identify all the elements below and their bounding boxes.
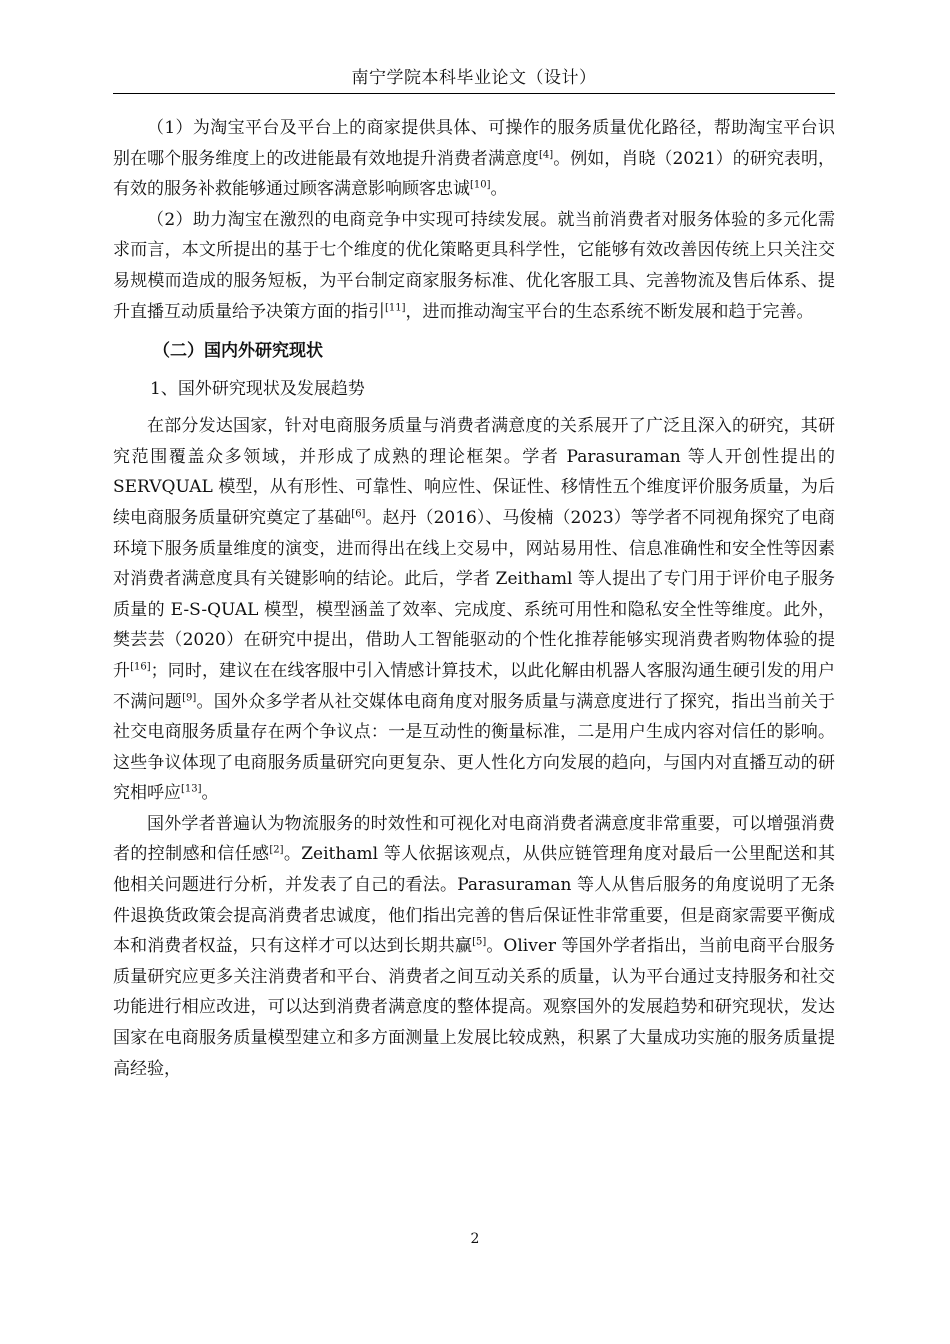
text-run: 。Oliver 等国外学者指出，当前电商平台服务质量研究应更多关注消费者和平台、消费者之间互动关系的质量，认为平台通过支持服务和社交功能进行相应改进，可以达到消费者满意度的整体提高。观察国外的发展趋势和研究现状，发达国家在电商服务质量模型建立和多方面测量上发展比较成熟，积累了大量成功实施的服务质量提高经验， xyxy=(113,936,835,1079)
text-run: 在部分发达国家，针对电商服务质量与消费者满意度的关系展开了广泛且深入的研究，其研究范围覆盖众多领域，并形成了成熟的理论框架。学者 Parasuraman 等人开创性提出的 SERVQUAL 模型，从有形性、可靠性、响应性、保证性、移情性五个维度评价服务质量，为后续电商服务质量研究奠定了基础 xyxy=(113,416,835,528)
paragraph xyxy=(113,809,835,1084)
text-run: 。Zeithaml 等人依据该观点，从供应链管理角度对最后一公里配送和其他相关问题进行分析，并发表了自己的看法。Parasuraman 等人从售后服务的角度说明了无条件退换货政策会提高消费者忠诚度，他们指出完善的售后保证性非常重要，但是商家需要平衡成本和消费者权益，只有这样才可以达到长期共赢 xyxy=(113,844,836,957)
text-run: 。例如，肖晓（2021）的研究表明，有效的服务补救能够通过顾客满意影响顾客忠诚 xyxy=(113,148,836,200)
paragraph xyxy=(113,205,835,327)
text-run: （1）为淘宝平台及平台上的商家提供具体、可操作的服务质量优化路径，帮助淘宝平台识别在哪个服务维度上的改进能最有效地提升消费者满意度 xyxy=(113,118,835,169)
text-run: 。 xyxy=(490,179,508,200)
header-rule xyxy=(113,93,835,94)
page-header: 南宁学院本科毕业论文（设计） xyxy=(351,68,597,88)
citation-mark: [16] xyxy=(130,661,151,673)
text-run: ，进而推动淘宝平台的生态系统不断发展和趋于完善。 xyxy=(405,301,814,322)
text-run: 国外学者普遍认为物流服务的时效性和可视化对电商消费者满意度非常重要，可以增强消费者的控制感和信任感 xyxy=(113,813,835,865)
citation-mark: [5] xyxy=(472,936,487,948)
paragraph xyxy=(113,411,835,809)
text-run: 。国外众多学者从社交媒体电商角度对服务质量与满意度进行了探究，指出当前关于社交电商服务质量存在两个争议点：一是互动性的衡量标准，二是用户生成内容对信任的影响。这些争议体现了电商服务质量研究向更复杂、更人性化方向发展的趋向，与国内对直播互动的研究相呼应 xyxy=(113,691,836,804)
text-run: （2）助力淘宝在激烈的电商竞争中实现可持续发展。就当前消费者对服务体验的多元化需求而言，本文所提出的基于七个维度的优化策略更具科学性，它能够有效改善因传统上只关注交易规模而造成的服务短板，为平台制定商家服务标准、优化客服工具、完善物流及售后体系、提升直播互动质量给予决策方面的指引 xyxy=(113,209,835,322)
document-body xyxy=(113,113,835,1084)
page-number: 2 xyxy=(470,1231,480,1247)
citation-mark: [11] xyxy=(385,301,406,313)
paragraph xyxy=(113,113,835,205)
citation-mark: [2] xyxy=(269,844,284,856)
citation-mark: [9] xyxy=(182,691,197,703)
subsection-heading: 1、国外研究现状及发展趋势 xyxy=(150,379,365,400)
citation-mark: [13] xyxy=(181,783,202,795)
section-heading: （二）国内外研究现状 xyxy=(153,341,323,362)
text-run: ；同时，建议在在线客服中引入情感计算技术，以此化解由机器人客服沟通生硬引发的用户不满问题 xyxy=(113,660,836,712)
text-run: 。赵丹（2016）、马俊楠（2023）等学者不同视角探究了电商环境下服务质量维度的演变，进而得出在线上交易中，网站易用性、信息准确性和安全性等因素对消费者满意度具有关键影响的结论。此后，学者 Zeithaml 等人提出了专门用于评价电子服务质量的 E-S-QUAL 模型，模型涵盖了效率、完成度、系统可用性和隐私安全性等维度。此外，樊芸芸（2020）在研究中提出，借助人工智能驱动的个性化推荐能够实现消费者购物体验的提升 xyxy=(113,507,836,681)
citation-mark: [4] xyxy=(538,148,554,160)
citation-mark: [6] xyxy=(351,508,366,520)
citation-mark: [10] xyxy=(470,179,491,191)
text-run: 。 xyxy=(201,783,219,804)
